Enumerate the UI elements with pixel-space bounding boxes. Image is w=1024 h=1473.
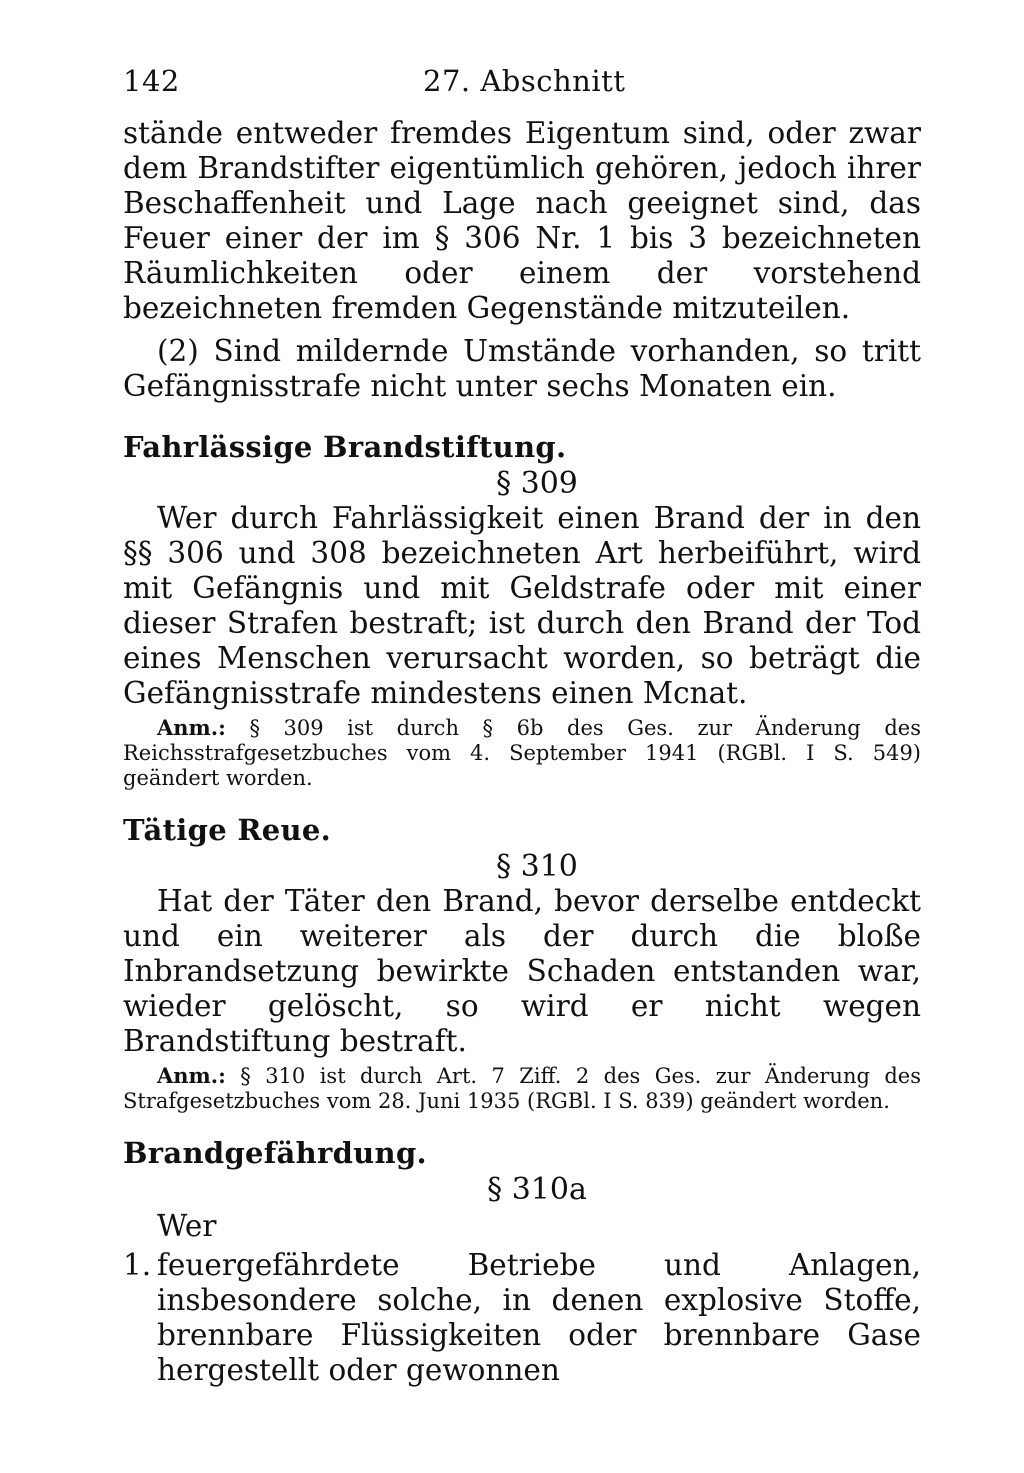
paragraph-310: Hat der Täter den Brand, bevor derselbe entdeckt und ein weiterer als der durch die bloße Inbrandsetzung bewirkte Schaden entstanden war, wieder gelöscht, so wird er nicht wegen Brandstiftung bestraft. <box>123 884 921 1058</box>
annotation-text: § 309 ist durch § 6b des Ges. zur Änderung des Reichsstrafgesetzbuches vom 4. September 1941 (RGBl. I S. 549) geändert worden. <box>123 716 921 790</box>
heading-brandgefaehrdung: Brandgefährdung. <box>123 1136 427 1170</box>
page-number: 142 <box>123 64 180 98</box>
running-head <box>123 64 921 116</box>
paragraph-309: Wer durch Fahrlässigkeit einen Brand der in den §§ 306 und 308 bezeichneten Art herbeiführt, wird mit Gefängnis und mit Geldstrafe oder mit einer dieser Strafen bestraft; ist durch den Brand der Tod eines Menschen verursacht worden, so beträgt die Gefängnisstrafe mindestens einen Mcnat. <box>123 501 921 710</box>
running-head-title: 27. Abschnitt <box>423 64 626 98</box>
section-number-309: § 309 <box>496 466 578 501</box>
list-item-number: 1. <box>123 1248 152 1282</box>
annotation-label: Anm.: <box>157 715 226 740</box>
paragraph-310a-intro: Wer <box>157 1209 217 1243</box>
list-item <box>123 1248 921 1388</box>
annotation-label: Anm.: <box>157 1063 226 1088</box>
heading-fahrlaessige-brandstiftung: Fahrlässige Brandstiftung. <box>123 430 567 464</box>
annotation-text: § 310 ist durch Art. 7 Ziff. 2 des Ges. zur Änderung des Strafgesetzbuches vom 28. Juni 1935 (RGBl. I S. 839) geändert worden. <box>123 1064 921 1113</box>
section-number-310: § 310 <box>496 849 578 884</box>
annotation-310 <box>123 1063 921 1114</box>
heading-taetige-reue: Tätige Reue. <box>123 813 332 847</box>
paragraph-continuation: stände entweder fremdes Eigentum sind, oder zwar dem Brandstifter eigentümlich gehören, jedoch ihrer Beschaffenheit und Lage nach geeignet sind, das Feuer einer der im § 306 Nr. 1 bis 3 bezeichneten Räumlichkeiten oder einem der vorstehend bezeichneten fremden Gegenstände mitzuteilen. <box>123 116 921 325</box>
annotation-309 <box>123 715 921 791</box>
section-number-310a: § 310a <box>487 1172 587 1207</box>
list-item-text: feuergefährdete Betriebe und Anlagen, insbesondere solche, in denen explosive Stoffe, brennbare Flüssigkeiten oder brennbare Gase hergestellt oder gewonnen <box>157 1248 921 1387</box>
paragraph-subsection-2: (2) Sind mildernde Umstände vorhanden, so tritt Gefängnisstrafe nicht unter sechs Monaten ein. <box>123 334 921 403</box>
document-page <box>123 64 921 1388</box>
